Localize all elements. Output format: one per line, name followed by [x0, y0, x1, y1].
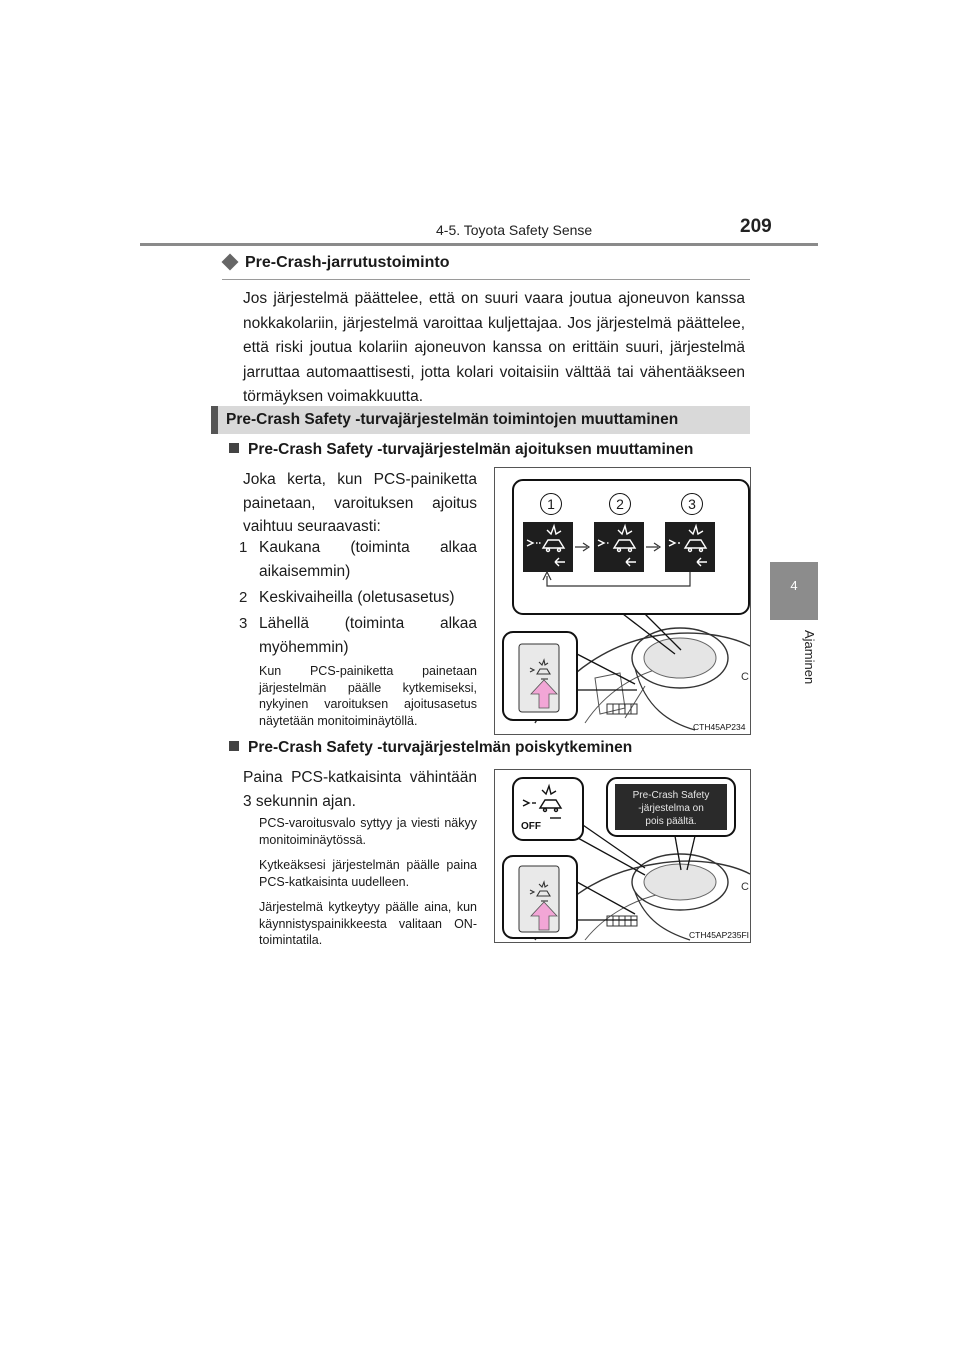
disable-figure [494, 769, 751, 943]
timing-label-2: 2 [609, 493, 631, 515]
square-bullet-icon [229, 741, 239, 751]
chapter-label: Ajaminen [802, 630, 817, 685]
disable-note-3: Järjestelmä kytkeytyy päälle aina, kun käynnistyspainikkeesta valitaan ON-toimintatila. [259, 900, 477, 947]
chapter-number: 4 [790, 578, 798, 593]
disable-note-2: Kytkeäksesi järjestelmän päälle paina PCS-katkaisinta uudelleen. [259, 858, 477, 889]
disable-heading [229, 739, 632, 757]
message-line-2: -järjestelma on [638, 803, 704, 814]
disable-instruction: Paina PCS-katkaisinta vähintään 3 sekunnin ajan. [243, 769, 477, 810]
item-number-2: 2 [239, 589, 248, 606]
item-number-1: 1 [239, 539, 248, 556]
timing-note: Kun PCS-painiketta painetaan järjestelmän päälle kytkemiseksi, nykyinen varoituksen ajoitusasetus näytetään monitoiminäytöllä. [259, 664, 477, 728]
section-bar-accent [211, 406, 218, 434]
item-text-2: Keskivaiheilla (oletusasetus) [259, 589, 455, 606]
square-bullet-icon [229, 443, 239, 453]
figure-code: CTH45AP235FI [689, 930, 749, 940]
message-line-1: Pre-Crash Safety [632, 790, 710, 801]
braking-heading [222, 254, 449, 272]
braking-title: Pre-Crash-jarrutustoiminto [245, 254, 450, 271]
section-title: 4-5. Toyota Safety Sense [436, 222, 593, 238]
timing-figure [494, 467, 751, 735]
timing-label-1: 1 [540, 493, 562, 515]
timing-intro: Joka kerta, kun PCS-painiketta painetaan, varoituksen ajoitus vaihtuu seuraavasti: [243, 471, 477, 535]
figure-code: CTH45AP234 [693, 722, 746, 732]
item-text-1: Kaukana (toiminta alkaa aikaisemmin) [259, 539, 477, 580]
timing-heading [229, 441, 693, 459]
pcs-off-message [615, 789, 727, 828]
svg-text:C: C [741, 671, 749, 683]
item-number-3: 3 [239, 615, 248, 632]
heading-rule [222, 279, 750, 280]
svg-text:C: C [741, 881, 749, 893]
message-line-3: pois päältä. [645, 816, 697, 827]
off-label: OFF [521, 821, 541, 832]
timing-title: Pre-Crash Safety -turvajärjestelmän ajoituksen muuttaminen [248, 441, 694, 458]
page-number: 209 [740, 216, 772, 237]
item-text-3: Lähellä (toiminta alkaa myöhemmin) [259, 615, 477, 656]
disable-note-1: PCS-varoitusvalo syttyy ja viesti näkyy monitoiminäytössä. [259, 816, 477, 847]
section-bar-title: Pre-Crash Safety -turvajärjestelmän toimintojen muuttaminen [226, 411, 679, 428]
disable-title: Pre-Crash Safety -turvajärjestelmän poiskytkeminen [248, 739, 633, 756]
braking-paragraph: Jos järjestelmä päättelee, että on suuri vaara joutua ajoneuvon kanssa nokkakolariin, järjestelmä varoittaa kuljettajaa. Jos järjestelmä päättelee, että riski joutua kolariin ajoneuvon kanssa on erittäin suuri, järjestelmä jarruttaa automaattisesti, jotta kolari voitaisiin välttää tai vähentääkseen törmäyksen voimakkuutta. [243, 290, 745, 406]
timing-label-3: 3 [681, 493, 703, 515]
diamond-icon [222, 254, 239, 271]
header-rule [140, 243, 818, 246]
